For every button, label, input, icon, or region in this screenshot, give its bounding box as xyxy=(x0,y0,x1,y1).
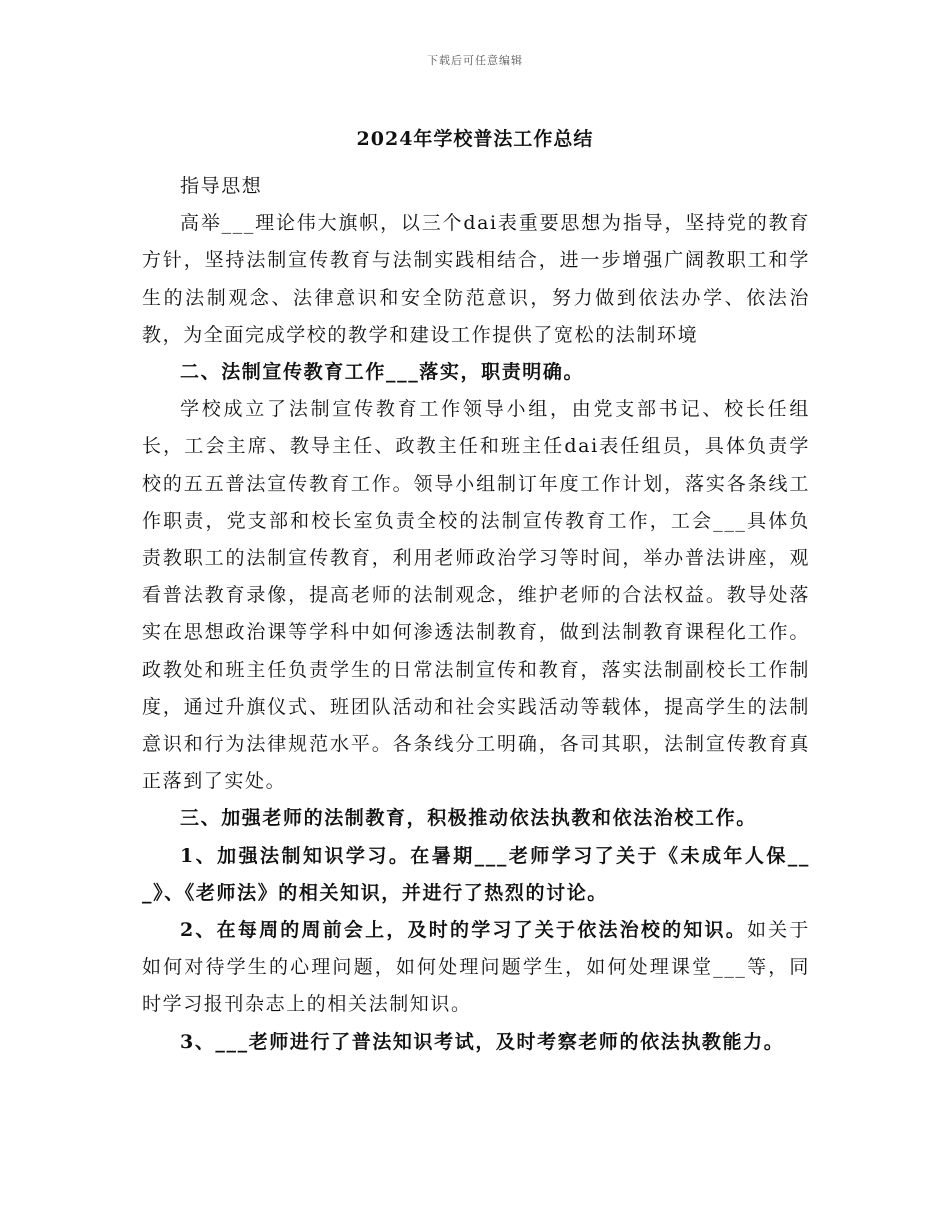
item-2-rest: 如关于如何对待学生的心理问题，如何处理问题学生，如何处理课堂___等，同时学习报刊杂志上的相关法制知识。 xyxy=(142,919,810,1016)
paragraph-guiding-thought: 指导思想 xyxy=(180,175,263,197)
item-2-lead: 2、在每周的周前会上，及时的学习了关于依法治校的知识。 xyxy=(180,919,747,942)
page-header-note: 下载后可任意编辑 xyxy=(427,54,523,67)
item-1: 1、加强法制知识学习。在暑期___老师学习了关于《未成年人保___》、《老师法》的相关知识，并进行了热烈的讨论。 xyxy=(142,844,810,904)
document-body xyxy=(142,168,810,1061)
paragraph-section-2: 学校成立了法制宣传教育工作领导小组，由党支部书记、校长任组长，工会主席、教导主任、政教主任和班主任dai表任组员，具体负责学校的五五普法宣传教育工作。领导小组制订年度工作计划，落实各条线工作职责，党支部和校长室负责全校的法制宣传教育工作，工会___具体负责教职工的法制宣传教育，利用老师政治学习等时间，举办普法讲座，观看普法教育录像，提高老师的法制观念，维护老师的合法权益。教导处落实在思想政治课等学科中如何渗透法制教育，做到法制教育课程化工作。政教处和班主任负责学生的日常法制宣传和教育，落实法制副校长工作制度，通过升旗仪式、班团队活动和社会实践活动等载体，提高学生的法制意识和行为法律规范水平。各条线分工明确，各司其职，法制宣传教育真正落到了实处。 xyxy=(142,398,810,793)
section-heading-3: 三、加强老师的法制教育，积极推动依法执教和依法治校工作。 xyxy=(180,807,757,830)
paragraph-intro: 高举___理论伟大旗帜，以三个dai表重要思想为指导，坚持党的教育方针，坚持法制宣传教育与法制实践相结合，进一步增强广阔教职工和学生的法制观念、法律意识和安全防范意识，努力做到依法办学、依法治教，为全面完成学校的教学和建设工作提供了宽松的法制环境 xyxy=(142,212,810,346)
item-3: 3、___老师进行了普法知识考试，及时考察老师的依法执教能力。 xyxy=(180,1030,785,1053)
item-2 xyxy=(142,912,810,1024)
document-title: 2024年学校普法工作总结 xyxy=(356,128,594,150)
section-heading-2: 二、法制宣传教育工作___落实，职责明确。 xyxy=(180,361,585,384)
